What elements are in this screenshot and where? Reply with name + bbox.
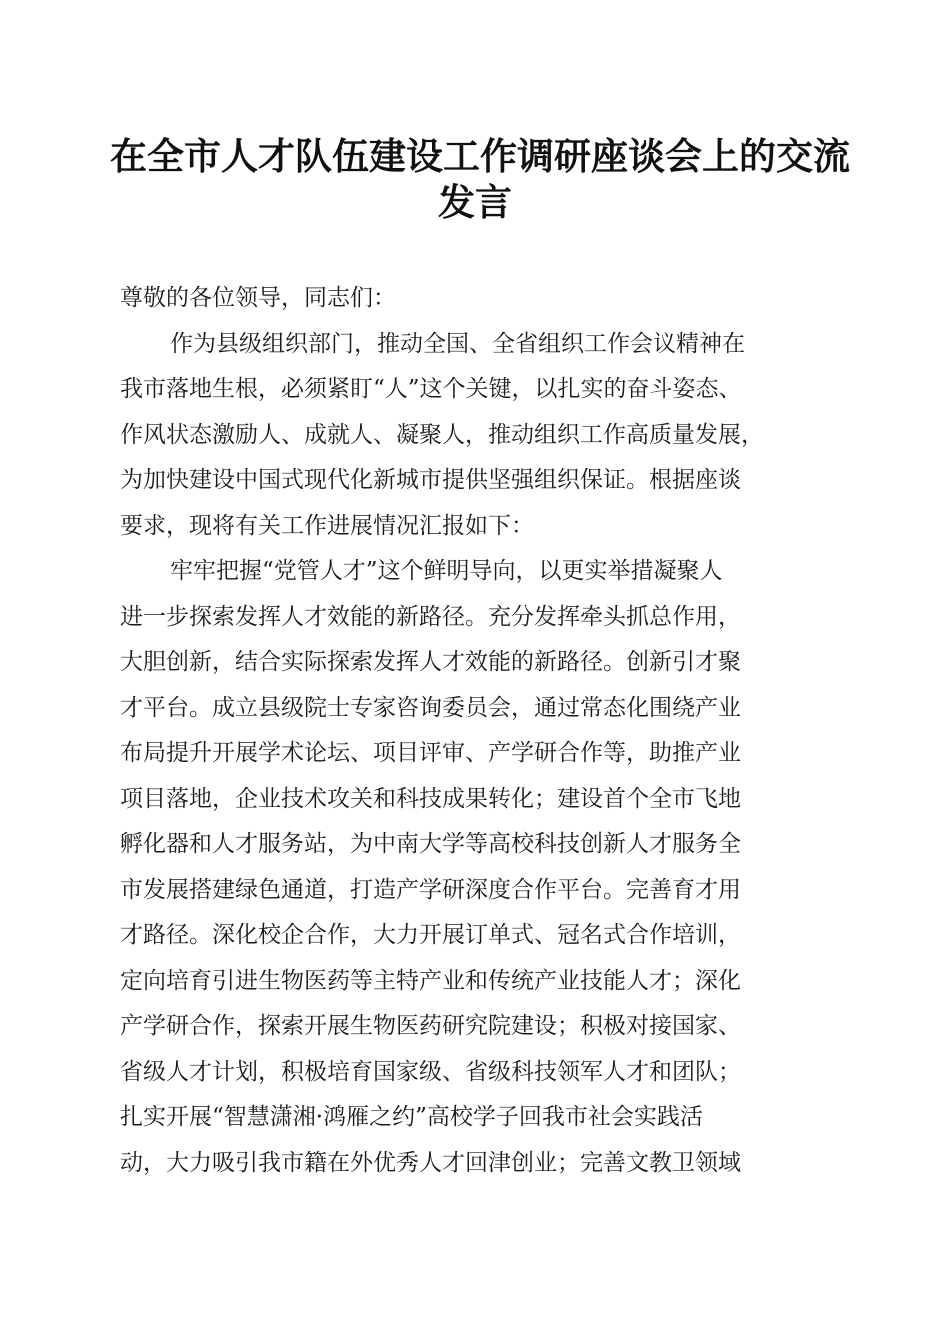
paragraph-line: 动，大力吸引我市籍在外优秀人才回津创业；完善文教卫领域 [120, 1149, 741, 1176]
paragraph-line: 布局提升开展学术论坛、项目评审、产学研合作等，助推产业 [120, 740, 741, 766]
paragraph-line: 市发展搭建绿色通道，打造产学研深度合作平台。完善育才用 [120, 876, 741, 903]
paragraph-line: 为加快建设中国式现代化新城市提供坚强组织保证。根据座谈 [120, 467, 741, 493]
paragraph-line: 作风状态激励人、成就人、凝聚人，推动组织工作高质量发展， [120, 421, 764, 448]
paragraph-line: 我市落地生根，必须紧盯“人”这个关键，以扎实的奋斗姿态、 [120, 376, 742, 402]
paragraph-line: 孵化器和人才服务站，为中南大学等高校科技创新人才服务全 [120, 831, 741, 857]
paragraph-line: 才平台。成立县级院士专家咨询委员会，通过常态化围绕产业 [120, 694, 741, 721]
salutation: 尊敬的各位领导，同志们： [120, 285, 396, 311]
paragraph-line: 扎实开展“智慧潇湘·鸿雁之约”高校学子回我市社会实践活 [120, 1104, 703, 1130]
paragraph-line: 作为县级组织部门，推动全国、全省组织工作会议精神在 [170, 330, 745, 357]
paragraph-line: 省级人才计划，积极培育国家级、省级科技领军人才和团队； [120, 1058, 741, 1085]
paragraph-line: 项目落地，企业技术攻关和科技成果转化；建设首个全市飞地 [120, 785, 741, 812]
title-line: 发言 [438, 179, 512, 224]
paragraph-line: 才路径。深化校企合作，大力开展订单式、冠名式合作培训， [120, 922, 741, 948]
paragraph-line: 牢牢把握“党管人才”这个鲜明导向，以更实举措凝聚人 [170, 558, 723, 584]
document-body [120, 276, 840, 1186]
title-line: 在全市人才队伍建设工作调研座谈会上的交流 [110, 134, 850, 178]
paragraph-line: 大胆创新，结合实际探索发挥人才效能的新路径。创新引才聚 [120, 649, 741, 675]
paragraph-line: 进一步探索发挥人才效能的新路径。充分发挥牵头抓总作用， [120, 603, 741, 630]
paragraph-line: 要求，现将有关工作进展情况汇报如下： [120, 512, 534, 539]
paragraph-line: 产学研合作，探索开展生物医药研究院建设；积极对接国家、 [120, 1013, 741, 1039]
document-title [110, 134, 850, 225]
paragraph-line: 定向培育引进生物医药等主特产业和传统产业技能人才；深化 [120, 967, 741, 994]
